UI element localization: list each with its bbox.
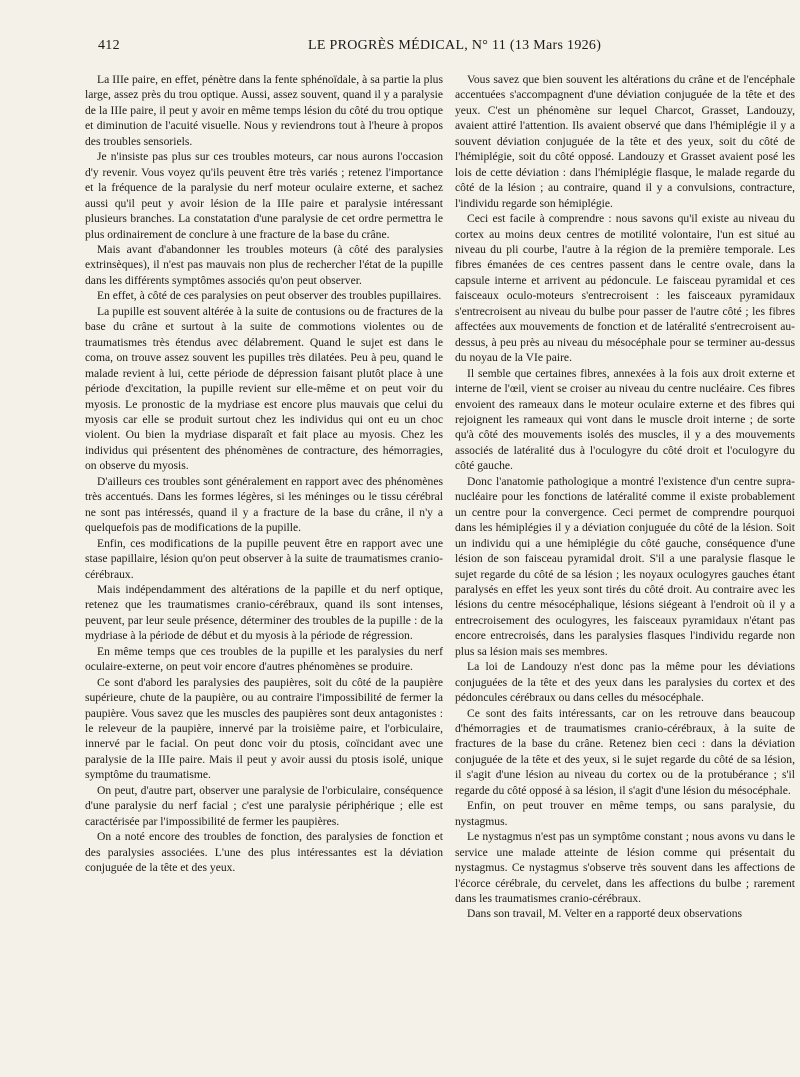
page-header <box>60 38 780 60</box>
paragraph: La IIIe paire, en effet, pénètre dans la fente sphénoïdale, à sa partie la plus large, assez près du trou optique. Aussi, assez souvent, quand il y a paralysie de la IIIe paire, il peut y avoir en même temps lésion du côté du trou optique et diminution de l'acuité visuelle. Nous y reviendrons tout à l'heure à propos des troubles sensoriels. <box>85 73 443 148</box>
paragraph: On peut, d'autre part, observer une paralysie de l'orbiculaire, conséquence d'une paralysie du nerf facial ; c'est une paralysie périphérique ; elle est caractérisée par l'impossibilité de fermer les paupières. <box>85 783 443 828</box>
paragraph: Le nystagmus n'est pas un symptôme constant ; nous avons vu dans le service une malade atteinte de lésion comme qui présentait du nystagmus. Ce nystagmus s'observe très souvent dans les affections de l'écorce cérébrale, du cervelet, dans les affections du bulbe ; rarement dans les traumatismes cranio-cérébraux. <box>455 830 795 906</box>
paragraph: Dans son travail, M. Velter en a rapporté deux observations <box>467 907 743 921</box>
page-number: 412 <box>98 38 120 53</box>
paragraph: Ceci est facile à comprendre : nous savons qu'il existe au niveau du cortex au moins deux centres de motilité volontaire, l'un est situé au niveau du pli courbe, l'autre à la région de la première temporale. Les fibres émanées de ces centres passent dans le centre ovale, dans la capsule interne et arrivent au pédoncule. Le faisceau pyramidal et ces faisceaux oculo-moteurs s'entrecroisent : les faisceaux pyramidaux s'entrecroisent au niveau du bulbe pour passer de l'autre côté ; les fibres affectées aux mouvements de fonction et de latéralité s'entrecroisent au-dessus, à peu près au niveau du mésocéphale pour se terminer au-dessus du noyau de la VIe paire. <box>455 212 795 365</box>
paragraph: La pupille est souvent altérée à la suite de contusions ou de fractures de la base du crâne et surtout à la suite de commotions violentes ou de traumatismes très étendus avec délabrement. Quand le sujet est dans le coma, on trouve assez souvent les pupilles très dilatées. Peu à peu, quand le malade revient à lui, cette période de dépression faisant plutôt place à une période d'excitation, la pupille revient sur elle-même et on peut voir du myosis. Le pronostic de la mydriase est encore plus mauvais que celui du myosis car elle se produit surtout chez les individus qui ont eu un choc violent. Ou bien la mydriase disparaît et fait place au myosis. Chez les individus qui présentent des phénomènes de contracture, des hémorragies, on observe du myosis. <box>85 304 443 473</box>
paragraph: D'ailleurs ces troubles sont généralement en rapport avec des phénomènes très accentués. Dans les formes légères, si les méninges ou le tissu cérébral ne sont pas intéressés, quand il y a fracture de la base du crâne, il n'y a quelquefois pas de modifications de la pupille. <box>85 474 443 535</box>
left-column <box>85 72 443 1062</box>
paragraph: En effet, à côté de ces paralysies on peut observer des troubles pupillaires. <box>97 289 442 303</box>
paragraph: En même temps que ces troubles de la pupille et les paralysies du nerf oculaire-externe, on peut voir encore d'autres phénomènes se produire. <box>85 644 443 674</box>
paragraph: Enfin, on peut trouver en même temps, ou sans paralysie, du nystagmus. <box>455 799 795 828</box>
paragraph: Mais avant d'abandonner les troubles moteurs (à côté des paralysies extrinsèques), il n'est pas mauvais non plus de rechercher l'état de la pupille dans les différents symptômes associés qu'on peut observer. <box>85 242 443 287</box>
paragraph: On a noté encore des troubles de fonction, des paralysies de fonction et des paralysies associées. L'une des plus intéressantes est la déviation conjuguée de la tête et des yeux. <box>85 830 443 875</box>
running-head: LE PROGRÈS MÉDICAL, N° 11 (13 Mars 1926) <box>308 38 602 53</box>
paragraph: Ce sont d'abord les paralysies des paupières, soit du côté de la paupière supérieure, chute de la paupière, ou au contraire l'impossibilité de fermer la paupière. Vous savez que les muscles des paupières sont deux antagonistes : le releveur de la paupière, innervé par la troisième paire, et l'orbiculaire, innervé par le facial. On peut donc voir du ptosis, coïncidant avec une paralysie de la IIIe paire. Mais il peut y avoir aussi du ptosis isolé, unique symptôme du traumatisme. <box>85 675 443 782</box>
paragraph: Donc l'anatomie pathologique a montré l'existence d'un centre supra-nucléaire pour les fonctions de latéralité comme il existe probablement un centre pour la convergence. Ceci permet de comprendre pourquoi dans les hémiplégies il y a déviation conjuguée du côté de la lésion. Soit un individu qui a une hémiplégie du côté gauche, conséquence d'une lésion de son faisceau pyramidal droit. S'il a une paralysie flasque le sujet regarde du côté de sa lésion ; les noyaux oculogyres gauches étant paralysés en effet les yeux sont tirés du côté droit. Au contraire avec les lésions du centre mésocéphalique, lésions siégeant à l'endroit où il y a entrecroisement des oculogyres, les faisceaux pyramidaux n'étant pas encore entrecroisés, dans les paralysies flasques l'individu regarde non plus sa lésion mais ses membres. <box>455 474 795 658</box>
paragraph: Ce sont des faits intéressants, car on les retrouve dans beaucoup d'hémorragies et de traumatismes cranio-cérébraux, à la suite de fractures de la base du crâne. Retenez bien ceci : dans la déviation conjuguée de la tête et des yeux, si le sujet regarde du côté de sa lésion, il s'agit d'une lésion au niveau du cortex ou de la protubérance ; s'il regarde du côté opposé à sa lésion, il s'agit d'une lésion du mésocéphale. <box>455 706 795 797</box>
paragraph: Il semble que certaines fibres, annexées à la fois aux droit externe et interne de l'œil, vient se croiser au niveau du centre nucléaire. Ces fibres envoient des rameaux dans le moteur oculaire externe et des fibres qui rejoignent les rameaux qui vont dans le muscle droit interne ; de sorte qu'à côté des mouvements isolés des muscles, il y a des mouvements associés de latéralité dus à l'oculogyre du côté droit et l'oculogyre du côté gauche. <box>455 366 795 473</box>
paragraph: Je n'insiste pas plus sur ces troubles moteurs, car nous aurons l'occasion d'y revenir. Vous voyez qu'ils peuvent être très variés ; retenez l'importance et la fréquence de la paralysie du nerf moteur oculaire externe, et sachez aussi qu'il peut y avoir lésion de la IIIe paire et paralysie intéressant plusieurs branches. La constatation d'une paralysie de cet ordre permettra le plus ordinairement de conclure à une fracture de la base du crâne. <box>85 150 443 241</box>
paragraph: Enfin, ces modifications de la pupille peuvent être en rapport avec une stase papillaire, lésion qu'on peut observer à la suite de traumatismes cranio-cérébraux. <box>85 536 443 581</box>
paragraph: Mais indépendamment des altérations de la papille et du nerf optique, retenez que les traumatismes cranio-cérébraux, quand ils sont intenses, peuvent, par leur seule présence, déterminer des troubles de la pupille : de la mydriase à la période de début et du myosis à la période de régression. <box>85 582 443 643</box>
paragraph: Vous savez que bien souvent les altérations du crâne et de l'encéphale accentuées s'accompagnent d'une déviation conjuguée de la tête et des yeux. C'est un phénomène sur lequel Charcot, Grasset, Landouzy, avaient attiré l'attention. Ils avaient observé que dans l'hémiplégie il y a souvent déviation conjuguée de la tête et des yeux, soit du côté de l'hémiplégie, soit du côté opposé. Landouzy et Grasset avaient posé les lois de cette déviation : dans l'hémiplégie flasque, le malade regarde du côté de la lésion ; au contraire, quand il y a convulsions, contracture, l'individu regarde son hémiplégie. <box>455 73 795 210</box>
paragraph: La loi de Landouzy n'est donc pas la même pour les déviations conjuguées de la tête et des yeux dans les paralysies du cortex et des pédoncules cérébraux ou dans celles du mésocéphale. <box>455 660 795 705</box>
right-column <box>455 72 795 1062</box>
